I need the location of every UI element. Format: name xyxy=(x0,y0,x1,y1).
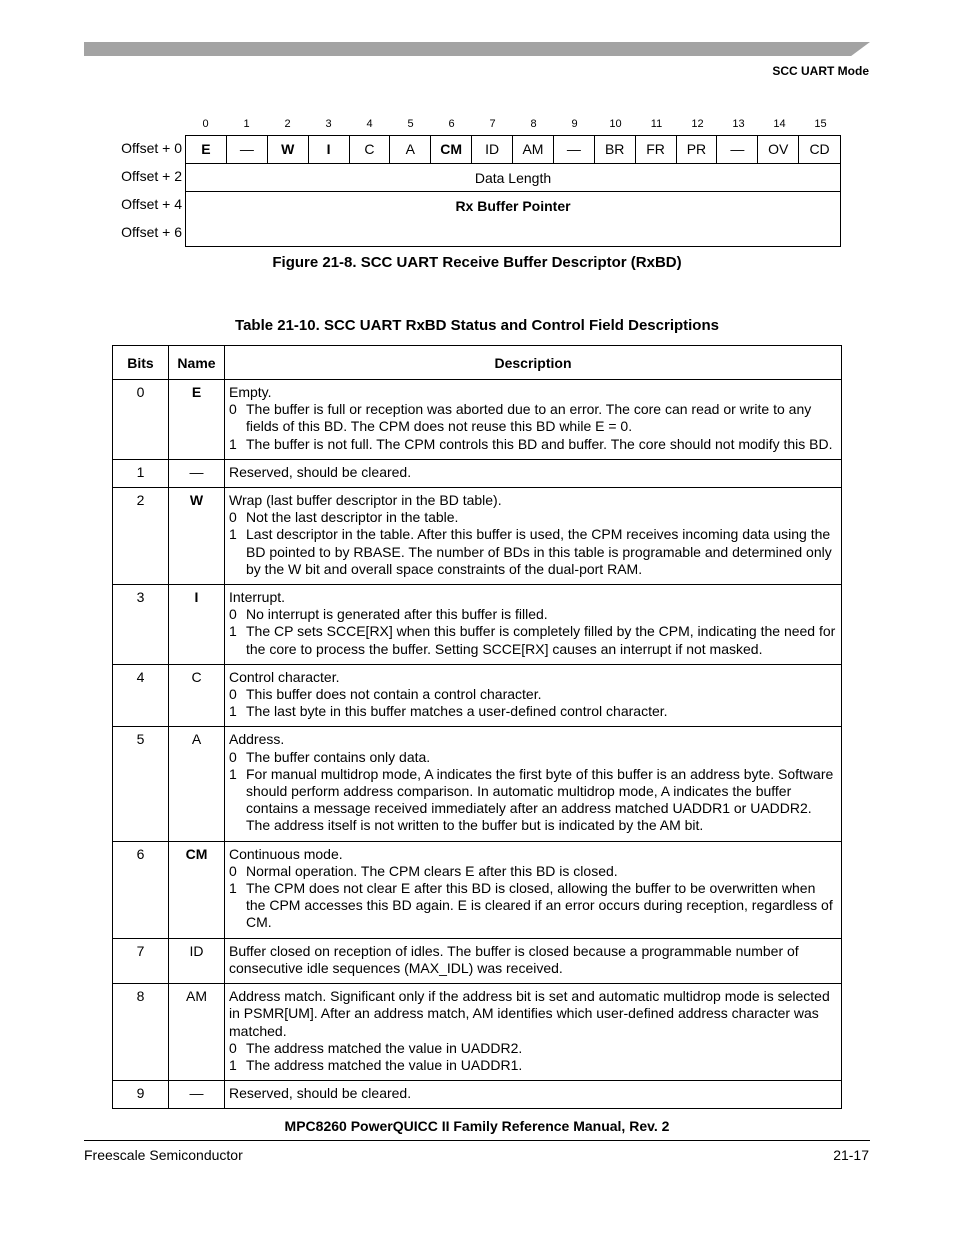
offset-label: Offset + 6 xyxy=(121,224,182,240)
field-description-table xyxy=(112,345,842,1109)
field-br: BR xyxy=(595,136,636,163)
description-intro: Empty. xyxy=(229,384,272,400)
row-description xyxy=(225,459,842,487)
field-pr: PR xyxy=(677,136,718,163)
row-description xyxy=(225,585,842,665)
description-intro: Address. xyxy=(229,731,285,748)
row-bits: 4 xyxy=(113,664,169,727)
row-name: CM xyxy=(169,841,225,938)
company-name: Freescale Semiconductor xyxy=(84,1147,243,1163)
bit-number: 14 xyxy=(773,118,786,130)
rxbd-register-diagram xyxy=(185,135,841,247)
bit-number: 1 xyxy=(243,118,250,130)
field-cd: CD xyxy=(809,141,830,157)
option-text: Normal operation. The CPM clears E after this BD is closed. xyxy=(246,862,618,879)
option xyxy=(229,606,837,623)
field-reserved: — xyxy=(717,136,758,163)
column-header-name: Name xyxy=(169,346,225,380)
field-c: C xyxy=(350,136,391,163)
option-text: This buffer does not contain a control character. xyxy=(246,686,542,703)
description-intro: Buffer closed on reception of idles. The buffer is closed because a programmable number of consecutive idle sequences (MAX_IDL) was received. xyxy=(229,942,799,976)
table-row xyxy=(113,380,842,460)
field-e: E xyxy=(186,136,227,163)
bit-number: 10 xyxy=(609,118,622,130)
row-description xyxy=(225,380,842,460)
option xyxy=(229,749,837,766)
figure-caption: Figure 21-8. SCC UART Receive Buffer Descriptor (RxBD) xyxy=(272,254,682,271)
row-name: A xyxy=(169,727,225,841)
data-length-field: Data Length xyxy=(186,164,840,192)
row-name: E xyxy=(169,380,225,460)
description-intro: Wrap (last buffer descriptor in the BD table). xyxy=(229,492,502,509)
option xyxy=(229,703,837,720)
row-bits: 9 xyxy=(113,1081,169,1109)
option-value: 1 xyxy=(229,1056,237,1073)
row-name: W xyxy=(169,488,225,585)
option-value: 1 xyxy=(229,435,237,452)
row-name: AM xyxy=(169,984,225,1081)
table-row xyxy=(113,938,842,983)
option-text: The buffer is full or reception was aborted due to an error. The core can read or write to any fields of this BD. The CPM does not reuse this BD while E = 0. xyxy=(246,401,812,435)
field-id: ID xyxy=(472,136,513,163)
table-row xyxy=(113,1081,842,1109)
field-a: A xyxy=(390,136,431,163)
option-text: Last descriptor in the table. After this buffer is used, the CPM receives incoming data using the BD pointed to by RBASE. The number of BDs in this table is programable and determined only by the W bit and overall space constraints of the dual-port RAM. xyxy=(246,526,832,577)
row-bits: 1 xyxy=(113,459,169,487)
table-title: Table 21-10. SCC UART RxBD Status and Control Field Descriptions xyxy=(235,317,719,334)
option-text: The address matched the value in UADDR1. xyxy=(246,1056,523,1073)
option-text: The address matched the value in UADDR2. xyxy=(246,1039,523,1056)
bit-number: 2 xyxy=(284,118,291,130)
offset-label: Offset + 4 xyxy=(121,196,182,212)
bit-number: 3 xyxy=(325,118,332,130)
option xyxy=(229,1057,837,1074)
field-am: AM xyxy=(513,136,554,163)
manual-title: MPC8260 PowerQUICC II Family Reference Manual, Rev. 2 xyxy=(284,1118,670,1134)
option-text: The CPM does not clear E after this BD is closed, allowing the buffer to be overwritten when the CPM accesses this BD again. E is cleared if an error occurs during reception, regardless of CM. xyxy=(246,880,833,931)
bit-number: 15 xyxy=(814,118,827,130)
description-intro: Continuous mode. xyxy=(229,845,343,862)
field-cm: CM xyxy=(431,136,472,163)
option xyxy=(229,766,837,835)
option-value: 1 xyxy=(229,526,237,543)
option-text: The buffer is not full. The CPM controls this BD and buffer. The core should not modify this BD. xyxy=(246,435,833,452)
row-description xyxy=(225,488,842,585)
description-intro: Control character. xyxy=(229,668,340,685)
row-bits: 5 xyxy=(113,727,169,841)
field-i: I xyxy=(309,136,350,163)
status-control-row xyxy=(186,136,840,164)
option-value: 0 xyxy=(229,401,237,418)
table-row xyxy=(113,841,842,938)
row-name: I xyxy=(169,585,225,665)
option-value: 1 xyxy=(229,765,237,782)
row-name: — xyxy=(169,1081,225,1109)
row-bits: 8 xyxy=(113,984,169,1081)
bit-number: 13 xyxy=(732,118,745,130)
option-value: 0 xyxy=(229,606,237,623)
description-intro: Interrupt. xyxy=(229,589,286,606)
option-value: 0 xyxy=(229,748,237,765)
offset-label: Offset + 2 xyxy=(121,168,182,184)
bit-number: 12 xyxy=(691,118,704,130)
table-row xyxy=(113,488,842,585)
bit-number: 11 xyxy=(650,118,663,130)
bit-number: 9 xyxy=(571,118,578,130)
option-text: The buffer contains only data. xyxy=(246,748,431,765)
field-fr: FR xyxy=(636,136,677,163)
table-row xyxy=(113,727,842,841)
row-bits: 3 xyxy=(113,585,169,665)
field-reserved: — xyxy=(227,136,268,163)
row-name: C xyxy=(169,664,225,727)
row-description xyxy=(225,984,842,1081)
row-bits: 6 xyxy=(113,841,169,938)
option-text: The CP sets SCCE[RX] when this buffer is completely filled by the CPM, indicating the need for the core to process the buffer. Setting SCCE[RX] causes an interrupt if not masked. xyxy=(246,623,836,657)
bit-number: 7 xyxy=(489,118,496,130)
offset-label: Offset + 0 xyxy=(121,140,182,156)
option xyxy=(229,686,837,703)
table-row xyxy=(113,459,842,487)
option xyxy=(229,1040,837,1057)
column-header-description: Description xyxy=(225,346,842,380)
bit-number: 5 xyxy=(407,118,414,130)
description-intro: Reserved, should be cleared. xyxy=(229,1085,412,1102)
footer-divider xyxy=(84,1140,870,1141)
header-bar xyxy=(84,42,870,56)
row-name: — xyxy=(169,459,225,487)
row-description xyxy=(225,938,842,983)
option xyxy=(229,509,837,526)
row-bits: 7 xyxy=(113,938,169,983)
description-intro: Address match. Significant only if the address bit is set and automatic multidrop mode is selected in PSMR[UM]. After an address match, AM identifies which user-defined address character was matched. xyxy=(229,988,830,1039)
option-value: 1 xyxy=(229,623,237,640)
table-row xyxy=(113,664,842,727)
option-value: 0 xyxy=(229,509,237,526)
table-row xyxy=(113,984,842,1081)
option-text: Not the last descriptor in the table. xyxy=(246,509,459,526)
option-value: 1 xyxy=(229,703,237,720)
option xyxy=(229,623,837,657)
page-number: 21-17 xyxy=(833,1147,869,1163)
row-bits: 0 xyxy=(113,380,169,460)
option-value: 0 xyxy=(229,686,237,703)
bit-number: 0 xyxy=(202,118,209,130)
option-value: 0 xyxy=(229,862,237,879)
option xyxy=(229,880,837,932)
row-name: ID xyxy=(169,938,225,983)
table-header-row xyxy=(113,346,842,380)
section-title: SCC UART Mode xyxy=(772,64,869,78)
row-bits: 2 xyxy=(113,488,169,585)
bit-numbers xyxy=(185,118,841,132)
option xyxy=(229,863,837,880)
bit-number: 8 xyxy=(530,118,537,130)
bit-number: 4 xyxy=(366,118,373,130)
option-text: The last byte in this buffer matches a user-defined control character. xyxy=(246,703,668,720)
option xyxy=(229,436,837,453)
option xyxy=(229,401,837,435)
table-row xyxy=(113,585,842,665)
row-description xyxy=(225,664,842,727)
field-reserved: — xyxy=(554,136,595,163)
option-text: For manual multidrop mode, A indicates the first byte of this buffer is an address byte. Software should perform address comparison. In automatic multidrop mode, A indicates the buffer contains a message received immediately after an address matched UADDR1 or UADDR2. The address itself is not written to the buffer but is indicated by the AM bit. xyxy=(246,765,834,834)
option-value: 1 xyxy=(229,880,237,897)
field-ov: OV xyxy=(758,136,799,163)
row-description xyxy=(225,1081,842,1109)
rx-buffer-pointer-field: Rx Buffer Pointer xyxy=(455,198,571,214)
row-description xyxy=(225,727,842,841)
field-w: W xyxy=(268,136,309,163)
row-description xyxy=(225,841,842,938)
column-header-bits: Bits xyxy=(113,346,169,380)
option-value: 0 xyxy=(229,1039,237,1056)
bit-number: 6 xyxy=(448,118,455,130)
description-intro: Reserved, should be cleared. xyxy=(229,463,412,480)
option-text: No interrupt is generated after this buffer is filled. xyxy=(246,606,548,623)
option xyxy=(229,526,837,578)
